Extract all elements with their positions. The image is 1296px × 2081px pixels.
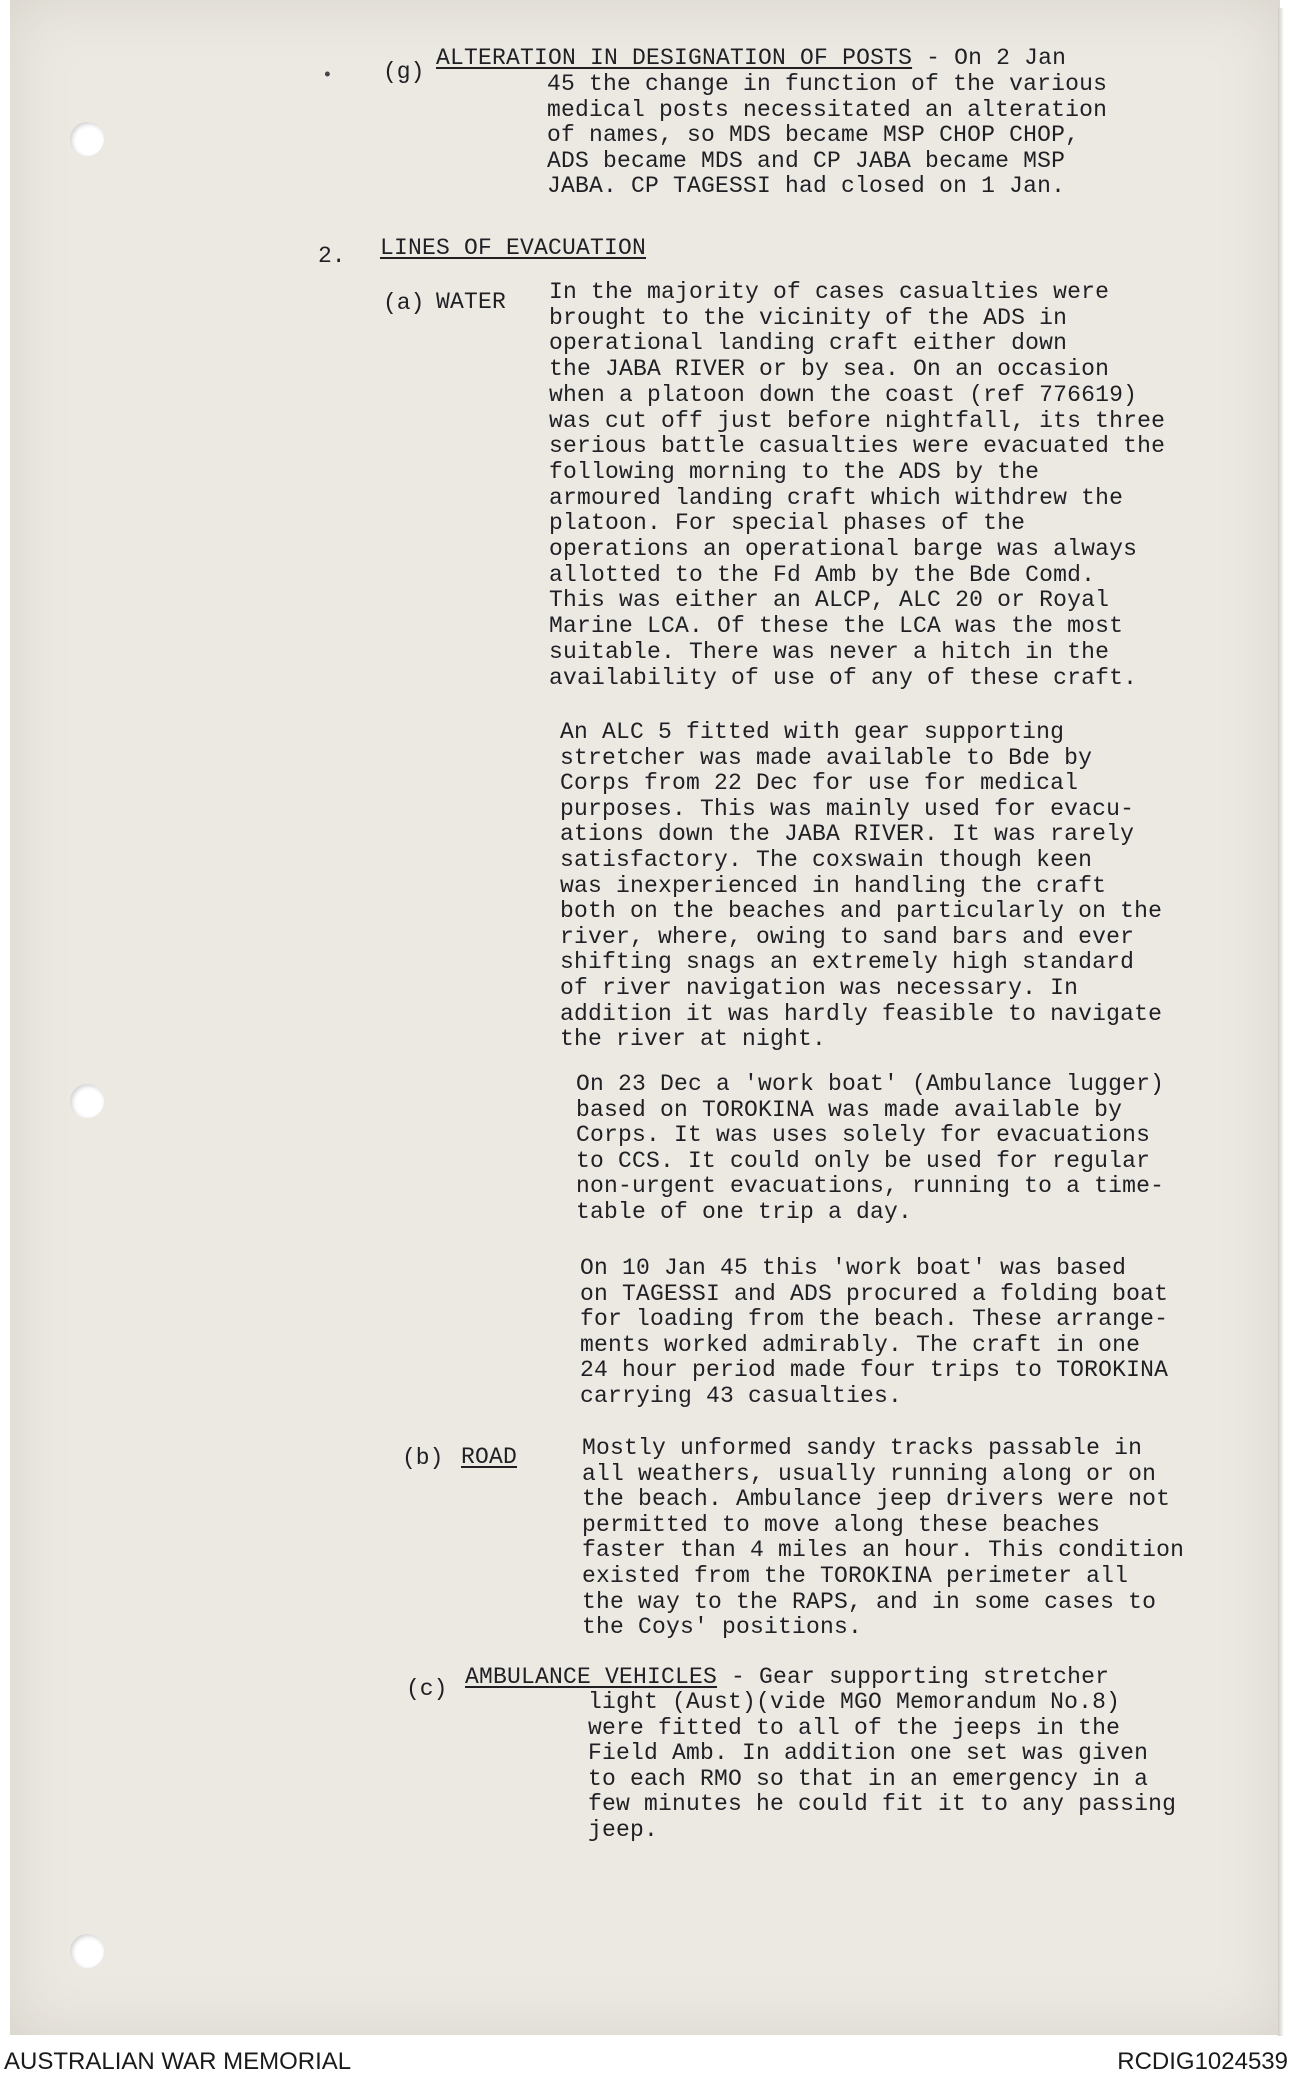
vehicles-line: Field Amb. In addition one set was given: [588, 1740, 1149, 1767]
water-heading: WATER: [436, 289, 507, 315]
water-p4-line: for loading from the beach. These arrange-: [580, 1306, 1169, 1333]
section-2-number: 2.: [318, 243, 346, 269]
vehicles-line: few minutes he could fit it to any passing: [588, 1791, 1177, 1818]
water-p2-line: An ALC 5 fitted with gear supporting: [560, 719, 1065, 745]
water-p1-line: armoured landing craft which withdrew the: [549, 484, 1124, 511]
road-label: (b): [402, 1445, 444, 1471]
vehicles-heading: AMBULANCE VEHICLES: [465, 1664, 718, 1690]
punch-hole-bottom: [70, 1934, 104, 1968]
water-p1-line: operations an operational barge was always: [549, 536, 1138, 563]
water-p1-line: operational landing craft either down: [549, 330, 1068, 357]
water-p2-line: shifting snags an extremely high standard: [560, 949, 1135, 976]
water-p4-line: On 10 Jan 45 this 'work boat' was based: [580, 1255, 1127, 1281]
water-paragraph-3: [576, 1072, 1164, 1226]
water-p3-line: Corps. It was uses solely for evacuations: [576, 1122, 1151, 1149]
section-2-heading: LINES OF EVACUATION: [380, 235, 647, 261]
vehicles-first-line-tail: - Gear supporting stretcher: [717, 1664, 1110, 1690]
vehicles-line: jeep.: [588, 1816, 659, 1843]
water-p1-line: serious battle casualties were evacuated the: [549, 433, 1166, 460]
vehicles-first-line: [465, 1665, 1109, 1691]
section-g-first-line: [436, 46, 1066, 72]
vehicles-line: were fitted to all of the jeeps in the: [588, 1714, 1121, 1741]
water-p2-line: purposes. This was mainly used for evacu-: [560, 795, 1135, 822]
margin-mark: •: [322, 66, 333, 86]
water-p1-line: availability of use of any of these craft.: [549, 664, 1138, 691]
road-paragraph: [582, 1436, 1184, 1641]
water-p1-line: following morning to the ADS by the: [549, 458, 1040, 485]
road-line: the beach. Ambulance jeep drivers were not: [582, 1486, 1171, 1513]
water-label: (a): [383, 290, 425, 316]
water-p1-line: brought to the vicinity of the ADS in: [549, 304, 1068, 331]
section-g-line-3: medical posts necessitated an alteration: [547, 96, 1108, 123]
water-p3-line: to CCS. It could only be used for regular: [576, 1147, 1151, 1174]
water-p1-line: Marine LCA. Of these the LCA was the most: [549, 613, 1124, 640]
water-p2-line: the river at night.: [560, 1026, 827, 1053]
water-p2-line: was inexperienced in handling the craft: [560, 872, 1107, 899]
water-p2-line: Corps from 22 Dec for use for medical: [560, 770, 1079, 797]
punch-hole-middle: [70, 1084, 104, 1118]
section-g-line-5: ADS became MDS and CP JABA became MSP: [547, 147, 1066, 174]
water-p1-line: allotted to the Fd Amb by the Bde Comd.: [549, 561, 1096, 588]
water-p3-line: table of one trip a day.: [576, 1198, 913, 1225]
water-p2-line: both on the beaches and particularly on the: [560, 898, 1163, 925]
vehicles-line: light (Aust)(vide MGO Memorandum No.8): [588, 1689, 1121, 1715]
page-edge-shadow: [1278, 8, 1284, 2036]
water-p2-line: river, where, owing to sand bars and ever: [560, 923, 1135, 950]
water-p3-line: On 23 Dec a 'work boat' (Ambulance lugger): [576, 1071, 1165, 1097]
footer-id: RCDIG1024539: [1117, 2048, 1288, 2075]
section-g-line-1: - On 2 Jan: [912, 45, 1067, 71]
water-p1-line: suitable. There was never a hitch in the: [549, 638, 1110, 665]
vehicles-label: (c): [406, 1676, 448, 1702]
road-line: all weathers, usually running along or on: [582, 1460, 1157, 1487]
water-p1-line: This was either an ALCP, ALC 20 or Royal: [549, 587, 1110, 614]
water-p2-line: of river navigation was necessary. In: [560, 974, 1079, 1001]
water-p4-line: 24 hour period made four trips to TOROKINA: [580, 1357, 1169, 1384]
road-line: faster than 4 miles an hour. This condition: [582, 1537, 1185, 1564]
road-line: the way to the RAPS, and in some cases to: [582, 1588, 1157, 1615]
section-g-label: (g): [383, 59, 425, 85]
water-p2-line: satisfactory. The coxswain though keen: [560, 846, 1093, 873]
section-g-line-2: 45 the change in function of the various: [547, 71, 1108, 97]
water-p3-line: non-urgent evacuations, running to a time-: [576, 1173, 1165, 1200]
road-line: the Coys' positions.: [582, 1614, 863, 1641]
water-p1-line: was cut off just before nightfall, its three: [549, 407, 1166, 434]
water-p2-line: addition it was hardly feasible to navigate: [560, 1000, 1163, 1027]
water-p2-line: stretcher was made available to Bde by: [560, 744, 1093, 771]
water-p4-line: on TAGESSI and ADS procured a folding boat: [580, 1280, 1169, 1307]
footer-source: AUSTRALIAN WAR MEMORIAL: [4, 2048, 352, 2075]
water-p4-line: ments worked admirably. The craft in one: [580, 1331, 1141, 1358]
road-line: permitted to move along these beaches: [582, 1511, 1101, 1538]
footer-bar: [0, 2036, 1296, 2081]
water-p1-line: platoon. For special phases of the: [549, 510, 1026, 537]
water-p2-line: ations down the JABA RIVER. It was rarely: [560, 821, 1135, 848]
road-heading: ROAD: [461, 1444, 518, 1470]
road-line: existed from the TOROKINA perimeter all: [582, 1562, 1129, 1589]
water-p1-line: the JABA RIVER or by sea. On an occasion: [549, 356, 1110, 383]
water-p4-line: carrying 43 casualties.: [580, 1382, 903, 1409]
section-g-body: [547, 72, 1107, 200]
punch-hole-top: [70, 122, 104, 156]
vehicles-paragraph: [588, 1690, 1176, 1844]
section-g-line-6: JABA. CP TAGESSI had closed on 1 Jan.: [547, 173, 1066, 200]
water-p1-line: In the majority of cases casualties were: [549, 279, 1110, 305]
section-g-heading: ALTERATION IN DESIGNATION OF POSTS: [436, 45, 913, 71]
section-g-line-4: of names, so MDS became MSP CHOP CHOP,: [547, 122, 1080, 149]
water-paragraph-4: [580, 1256, 1168, 1410]
vehicles-line: to each RMO so that in an emergency in a: [588, 1765, 1149, 1792]
water-paragraph-2: [560, 720, 1162, 1053]
water-p1-line: when a platoon down the coast (ref 776619): [549, 381, 1138, 408]
road-line: Mostly unformed sandy tracks passable in: [582, 1435, 1143, 1461]
water-paragraph-1: [549, 280, 1165, 691]
water-p3-line: based on TOROKINA was made available by: [576, 1096, 1123, 1123]
